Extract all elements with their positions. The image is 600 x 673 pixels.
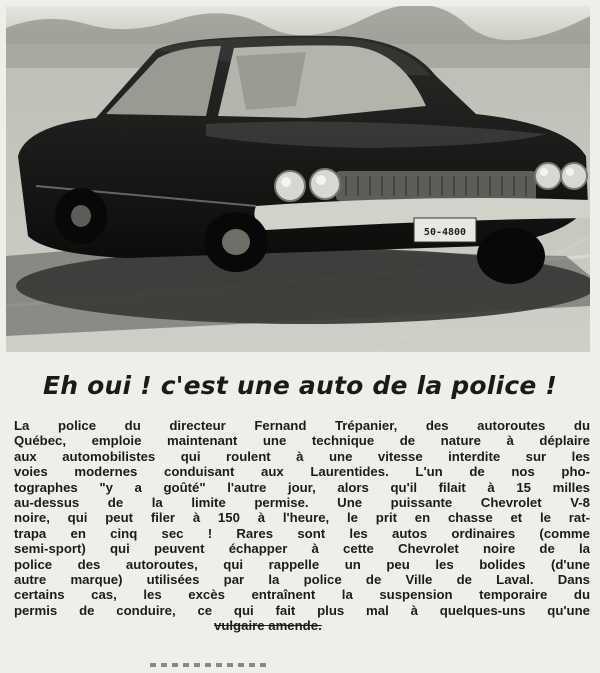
police-car-photo: [6, 6, 590, 352]
body-line: autre marque) utilisées par la police de Ville de Laval. Dans: [14, 571, 590, 587]
body-line: permis de conduire, ce qui fait plus mal à quelques-uns qu'une: [14, 602, 590, 618]
body-line: tographes "y a goûté" l'autre jour, alors qu'il filait à 15 milles: [14, 479, 590, 495]
body-line: voies modernes conduisant aux Laurentides. L'un de nos pho-: [14, 464, 590, 480]
body-line: Québec, emploie maintenant une technique de nature à déplaire: [14, 433, 590, 449]
body-line: semi-sport) qui peuvent échapper à cette Chevrolet noire de la: [14, 541, 590, 557]
headline: Eh oui ! c'est une auto de la police !: [42, 370, 558, 400]
body-line: police des autoroutes, qui rappelle un peu les bolides (d'une: [14, 556, 590, 572]
body-line: certains cas, les excès entraînent la suspension temporaire du: [14, 587, 590, 603]
body-line: trapa en cinq sec ! Rares sont les autos ordinaires (comme: [14, 525, 590, 541]
body-line: vulgaire amende.: [214, 618, 322, 634]
body-line: aux automobilistes qui roulent à une vitesse interdite sur les: [14, 448, 590, 464]
body-line: noire, qui peut filer à 150 à l'heure, le prit en chasse et le rat-: [14, 510, 590, 526]
police-car-illustration: [6, 6, 590, 352]
article-body: [14, 418, 590, 633]
print-artifact-marks: [150, 663, 270, 667]
license-plate-text: 50-4800: [423, 227, 467, 238]
body-line: au-dessus de la limite permise. Une puissante Chevrolet V-8: [14, 494, 590, 510]
body-line: La police du directeur Fernand Trépanier, des autoroutes du: [14, 418, 590, 433]
